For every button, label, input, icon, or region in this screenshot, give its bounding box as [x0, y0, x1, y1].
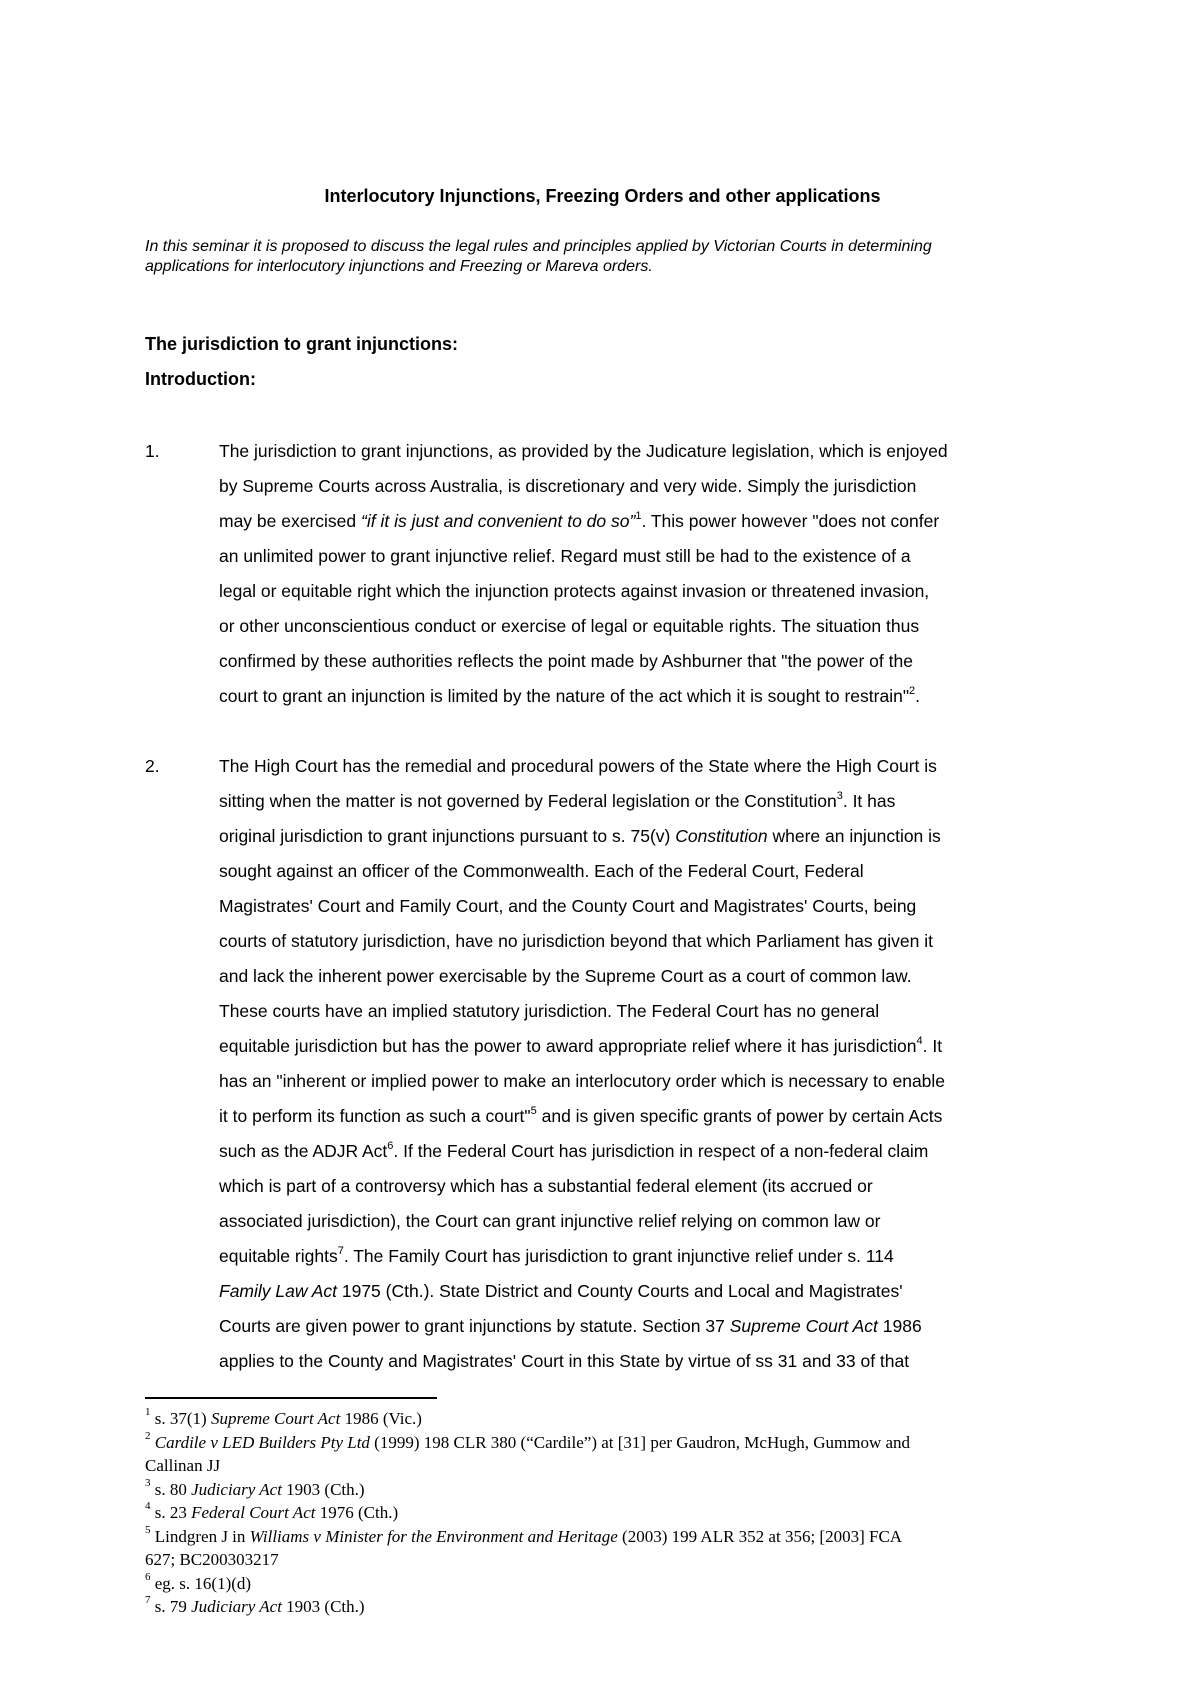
- italic-text: Judiciary Act: [191, 1479, 282, 1499]
- italic-text: Constitution: [675, 826, 768, 846]
- paragraph-line: [219, 825, 1099, 860]
- footnote-marker: 6: [145, 1570, 151, 1583]
- footnote-line: [145, 1595, 1075, 1619]
- paragraph-line: [219, 650, 1099, 685]
- text-run: . It has: [842, 791, 896, 811]
- footnote-line: [145, 1431, 1075, 1455]
- text-run: may be exercised: [219, 511, 362, 531]
- document-title: Interlocutory Injunctions, Freezing Orders and other applications: [324, 186, 881, 206]
- footnote-marker: 3: [145, 1476, 151, 1489]
- text-run: it to perform its function as such a court": [219, 1106, 531, 1126]
- paragraph-line: [219, 1070, 1099, 1105]
- paragraph-line: [219, 1280, 1099, 1315]
- text-run: s. 79: [150, 1597, 192, 1616]
- text-run: These courts have an implied statutory jurisdiction. The Federal Court has no general: [219, 1001, 880, 1021]
- paragraph-line: [219, 1000, 1099, 1035]
- text-run: 1976 (Cth.): [315, 1503, 399, 1522]
- text-run: or other unconscientious conduct or exercise of legal or equitable rights. The situation thus: [219, 616, 920, 636]
- text-run: where an injunction is: [767, 826, 941, 846]
- text-run: court to grant an injunction is limited by the nature of the act which it is sought to restrain": [219, 686, 910, 706]
- text-run: 1975 (Cth.). State District and County Courts and Local and Magistrates': [337, 1281, 903, 1301]
- italic-text: Supreme Court Act: [729, 1316, 878, 1336]
- text-run: (1999) 198 CLR 380 (“Cardile”) at [31] per Gaudron, McHugh, Gummow and: [369, 1432, 911, 1452]
- paragraph-2-body: [219, 755, 1099, 1385]
- text-run: has an "inherent or implied power to make an interlocutory order which is necessary to enable: [219, 1071, 946, 1091]
- paragraph-number: 2.: [145, 756, 160, 776]
- italic-text: Family Law Act: [219, 1281, 337, 1301]
- text-run: an unlimited power to grant injunctive relief. Regard must still be had to the existence of a: [219, 546, 911, 566]
- text-run: Callinan JJ: [145, 1456, 221, 1475]
- text-run: Magistrates' Court and Family Court, and the County Court and Magistrates' Courts, being: [219, 896, 917, 916]
- footnote-line: [145, 1501, 1075, 1525]
- text-run: equitable jurisdiction but has the power to award appropriate relief where it has jurisdiction: [219, 1036, 917, 1056]
- footnote-marker: 2: [145, 1429, 151, 1442]
- footnote-separator: [145, 1397, 437, 1399]
- italic-text: Judiciary Act: [191, 1597, 282, 1616]
- footnote-marker: 7: [145, 1594, 151, 1607]
- intro-text: [145, 237, 1060, 277]
- paragraph-line: [219, 580, 1099, 615]
- italic-text: Williams v Minister for the Environment and Heritage: [249, 1526, 618, 1546]
- footnotes: [145, 1407, 1075, 1619]
- paragraph-line: [219, 510, 1099, 545]
- paragraph-line: [219, 930, 1099, 965]
- text-run: s. 80: [150, 1479, 192, 1499]
- paragraph-line: [219, 860, 1099, 895]
- paragraph-number: 1.: [145, 441, 160, 461]
- text-run: and lack the inherent power exercisable by the Supreme Court as a court of common law.: [219, 966, 912, 986]
- text-run: equitable rights: [219, 1246, 338, 1266]
- text-run: 1903 (Cth.): [281, 1597, 365, 1616]
- paragraph-line: [219, 685, 1099, 720]
- paragraph-line: [219, 1175, 1099, 1210]
- text-run: (2003) 199 ALR 352 at 356; [2003] FCA: [617, 1526, 903, 1546]
- footnote-line: [145, 1478, 1075, 1502]
- text-run: confirmed by these authorities reflects the point made by Ashburner that "the power of the: [219, 651, 913, 671]
- paragraph-line: [219, 790, 1099, 825]
- text-run: such as the ADJR Act: [219, 1141, 388, 1161]
- footnote-marker: 5: [530, 1105, 537, 1118]
- paragraph-line: [219, 1245, 1099, 1280]
- text-run: by Supreme Courts across Australia, is discretionary and very wide. Simply the jurisdiction: [219, 476, 917, 496]
- paragraph-line: [219, 1105, 1099, 1140]
- italic-text: “if it is just and convenient to do so”: [361, 511, 636, 531]
- text-run: 1986: [877, 1316, 922, 1336]
- paragraph-line: [219, 545, 1099, 580]
- text-run: s. 23: [150, 1503, 192, 1522]
- text-run: courts of statutory jurisdiction, have no jurisdiction beyond that which Parliament has given it: [219, 931, 933, 951]
- paragraph-line: [219, 755, 1099, 790]
- text-run: eg. s. 16(1)(d): [150, 1573, 252, 1593]
- footnote-marker: 4: [145, 1500, 151, 1513]
- text-run: 1903 (Cth.): [281, 1479, 365, 1499]
- text-run: Lindgren J in: [150, 1526, 250, 1546]
- text-run: which is part of a controversy which has a substantial federal element (its accrued or: [219, 1176, 873, 1196]
- paragraph-line: [219, 1350, 1099, 1385]
- footnote-line: [145, 1572, 1075, 1596]
- footnote-line: [145, 1454, 1075, 1478]
- intro-line: applications for interlocutory injunctions and Freezing or Mareva orders.: [145, 258, 653, 275]
- paragraph-line: [219, 1315, 1099, 1350]
- section-heading-introduction: Introduction:: [145, 369, 256, 389]
- text-run: .: [915, 686, 921, 706]
- text-run: . If the Federal Court has jurisdiction in respect of a non-federal claim: [393, 1141, 929, 1161]
- footnote-marker: 1: [635, 510, 642, 523]
- intro-line: In this seminar it is proposed to discuss the legal rules and principles applied by Victorian Courts in determining: [145, 238, 932, 255]
- text-run: s. 37(1): [150, 1409, 211, 1428]
- text-run: sought against an officer of the Commonwealth. Each of the Federal Court, Federal: [219, 861, 864, 881]
- footnote-line: [145, 1407, 1075, 1431]
- footnote-marker: 1: [145, 1406, 151, 1419]
- text-run: . The Family Court has jurisdiction to grant injunctive relief under s. 114: [343, 1246, 894, 1266]
- text-run: Courts are given power to grant injunctions by statute. Section 37: [219, 1316, 730, 1336]
- text-run: 1986 (Vic.): [340, 1409, 422, 1428]
- footnote-line: [145, 1548, 1075, 1572]
- text-run: The High Court has the remedial and procedural powers of the State where the High Court is: [219, 756, 937, 776]
- paragraph-line: [219, 475, 1099, 510]
- footnote-marker: 5: [145, 1523, 151, 1536]
- text-run: applies to the County and Magistrates' Court in this State by virtue of ss 31 and 33 of that: [219, 1351, 910, 1371]
- footnote-marker: 3: [836, 790, 843, 803]
- text-run: . This power however "does not confer: [641, 511, 940, 531]
- text-run: and is given specific grants of power by certain Acts: [536, 1106, 943, 1126]
- footnote-marker: 6: [387, 1140, 394, 1153]
- text-run: The jurisdiction to grant injunctions, as provided by the Judicature legislation, which is enjoyed: [219, 441, 948, 461]
- paragraph-line: [219, 1210, 1099, 1245]
- italic-text: Federal Court Act: [191, 1503, 316, 1522]
- text-run: associated jurisdiction), the Court can grant injunctive relief relying on common law or: [219, 1211, 881, 1231]
- text-run: sitting when the matter is not governed by Federal legislation or the Constitution: [219, 791, 837, 811]
- footnote-marker: 7: [337, 1245, 344, 1258]
- text-run: legal or equitable right which the injunction protects against invasion or threatened invasion,: [219, 581, 930, 601]
- paragraph-line: [219, 1140, 1099, 1175]
- italic-text: Cardile v LED Builders Pty Ltd: [154, 1432, 370, 1452]
- italic-text: Supreme Court Act: [210, 1409, 341, 1428]
- paragraph-line: [219, 615, 1099, 650]
- paragraph-line: [219, 440, 1099, 475]
- paragraph-line: [219, 965, 1099, 1000]
- footnote-line: [145, 1525, 1075, 1549]
- text-run: 627; BC200303217: [145, 1550, 279, 1569]
- paragraph-line: [219, 1035, 1099, 1070]
- paragraph-line: [219, 895, 1099, 930]
- footnote-marker: 2: [909, 685, 916, 698]
- text-run: . It: [922, 1036, 943, 1056]
- footnote-marker: 4: [916, 1035, 923, 1048]
- text-run: original jurisdiction to grant injunctions pursuant to s. 75(v): [219, 826, 676, 846]
- section-heading-jurisdiction: The jurisdiction to grant injunctions:: [145, 334, 458, 354]
- paragraph-1-body: [219, 440, 1099, 720]
